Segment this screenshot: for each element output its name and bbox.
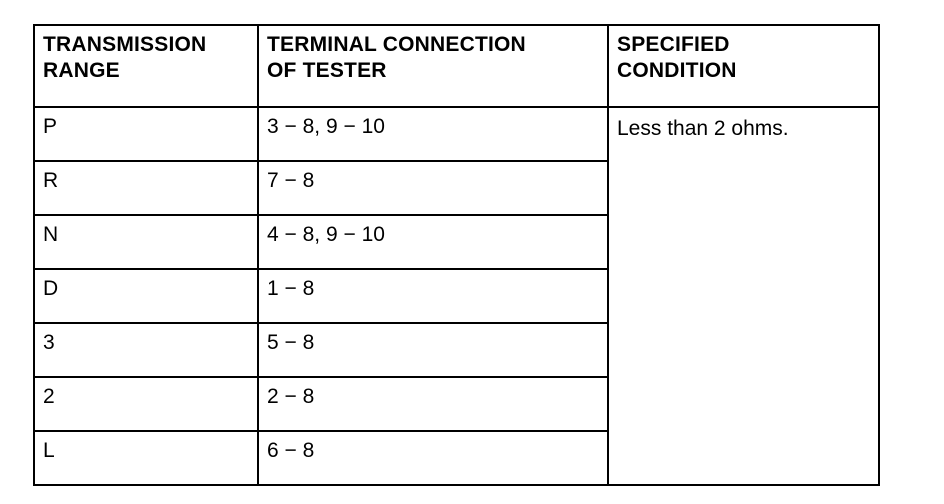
cell-range: D	[34, 269, 258, 323]
cell-range: N	[34, 215, 258, 269]
cell-specified-condition	[608, 107, 879, 485]
header-terminal-connection-line2: OF TESTER	[267, 58, 387, 82]
cell-range: 3	[34, 323, 258, 377]
cell-terminals: 7 − 8	[258, 161, 608, 215]
cell-range: 2	[34, 377, 258, 431]
header-specified-condition-line2: CONDITION	[617, 58, 737, 82]
cell-range: P	[34, 107, 258, 161]
specification-table	[33, 24, 880, 486]
cell-terminals: 3 − 8, 9 − 10	[258, 107, 608, 161]
specified-condition-text: Less than 2 ohms.	[617, 117, 789, 140]
header-specified-condition	[608, 25, 879, 107]
table-row	[34, 107, 879, 161]
header-terminal-connection-line1: TERMINAL CONNECTION	[267, 33, 526, 56]
header-transmission-range	[34, 25, 258, 107]
cell-terminals: 2 − 8	[258, 377, 608, 431]
cell-range: R	[34, 161, 258, 215]
cell-terminals: 1 − 8	[258, 269, 608, 323]
header-transmission-range-line2: RANGE	[43, 58, 120, 82]
cell-terminals: 5 − 8	[258, 323, 608, 377]
cell-terminals: 6 − 8	[258, 431, 608, 485]
header-terminal-connection	[258, 25, 608, 107]
table-header-row	[34, 25, 879, 107]
cell-terminals: 4 − 8, 9 − 10	[258, 215, 608, 269]
header-specified-condition-line1: SPECIFIED	[617, 33, 730, 56]
specification-table-container	[33, 24, 878, 486]
cell-range: L	[34, 431, 258, 485]
header-transmission-range-line1: TRANSMISSION	[43, 33, 207, 56]
